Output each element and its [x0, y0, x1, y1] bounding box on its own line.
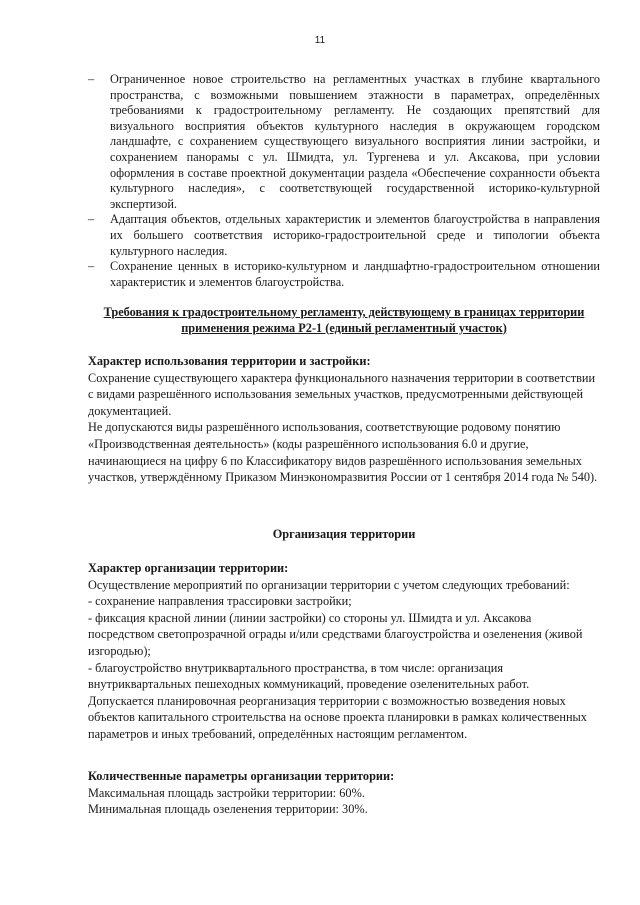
- usage-restriction-paragraph: Не допускаются виды разрешённого использования, соответствующие родовому понятию «Производственная деятельность» (коды разрешённого использования 6.0 и другие, начинающиеся на цифру 6 по Классификатору видов разрешённого использования земельных участков, утверждённому Приказом Минэкономразвития России от 1 сентября 2014 года № 540).: [88, 420, 598, 485]
- bullet-item: [88, 259, 600, 290]
- parameters-section: [88, 768, 600, 818]
- bullet-text: Адаптация объектов, отдельных характеристик и элементов благоустройства в направления их большего соответствия историко-градостроительной среде и типологии объекта культурного наследия.: [110, 212, 600, 258]
- parameters-line: Минимальная площадь озеленения территории: 30%.: [88, 802, 368, 817]
- organization-item: - фиксация красной линии (линии застройки) со стороны ул. Шмидта и ул. Аксакова посредством светопрозрачной ограды и/или средствами благоустройства и озеленения (живой изгородью);: [88, 610, 583, 658]
- bullet-dash: –: [88, 259, 95, 274]
- bullet-dash: –: [88, 72, 95, 86]
- regulation-section-heading: Требования к градостроительному регламенту, действующему в границах территории применения режима Р2-1 (единый регламентный участок): [103, 305, 585, 335]
- bullet-text: Ограниченное новое строительство на регламентных участках в глубине квартального пространства, с возможными повышением этажности в параметрах, определённых требованиями к градостроительному регламенту. Не создающих препятствий для визуального восприятия объектов культурного наследия в окружающем городском ландшафте, с сохранением существующего визуального восприятия линии застройки, и сохранением панорамы с ул. Шмидта, ул. Тургенева и ул. Аксакова, при условии оформления в составе проектной документации раздела «Обеспечение сохранности объекта культурного наследия», с соответствующей государственной историко-культурной экспертизой.: [110, 72, 600, 211]
- organization-item: - сохранение направления трассировки застройки;: [88, 594, 352, 609]
- parameters-heading: Количественные параметры организации территории:: [88, 769, 395, 783]
- usage-section: [88, 353, 600, 486]
- bullet-item: [88, 212, 600, 259]
- organization-heading: Характер организации территории:: [88, 561, 289, 575]
- bullet-dash: –: [88, 212, 95, 227]
- parameters-line: Максимальная площадь застройки территории: 60%.: [88, 785, 365, 800]
- organization-title: Организация территории: [272, 527, 416, 541]
- organization-section: [88, 560, 600, 743]
- page-number: 11: [314, 35, 326, 46]
- organization-intro: Осуществление мероприятий по организации территории с учетом следующих требований:: [88, 577, 570, 592]
- usage-paragraph: Сохранение существующего характера функционального назначения территории в соответствии с видами разрешённого использования земельных участков, предусмотренными действующей документацией.: [88, 370, 596, 418]
- organization-closing: Допускается планировочная реорганизация территории с возможностью возведения новых объектов капитального строительства на основе проекта планировки в рамках количественных параметров и иных требований, определённых настоящим регламентом.: [88, 693, 587, 741]
- bullet-text: Сохранение ценных в историко-культурном и ландшафтно-градостроительном отношении характеристик и элементов благоустройства.: [110, 259, 600, 289]
- organization-item: - благоустройство внутриквартального пространства, в том числе: организация внутриквартальных пешеходных коммуникаций, проведение озеленительных работ.: [88, 660, 530, 692]
- bullet-item: [88, 72, 600, 212]
- usage-heading: Характер использования территории и застройки:: [88, 354, 371, 368]
- requirements-bullet-list: [88, 72, 600, 290]
